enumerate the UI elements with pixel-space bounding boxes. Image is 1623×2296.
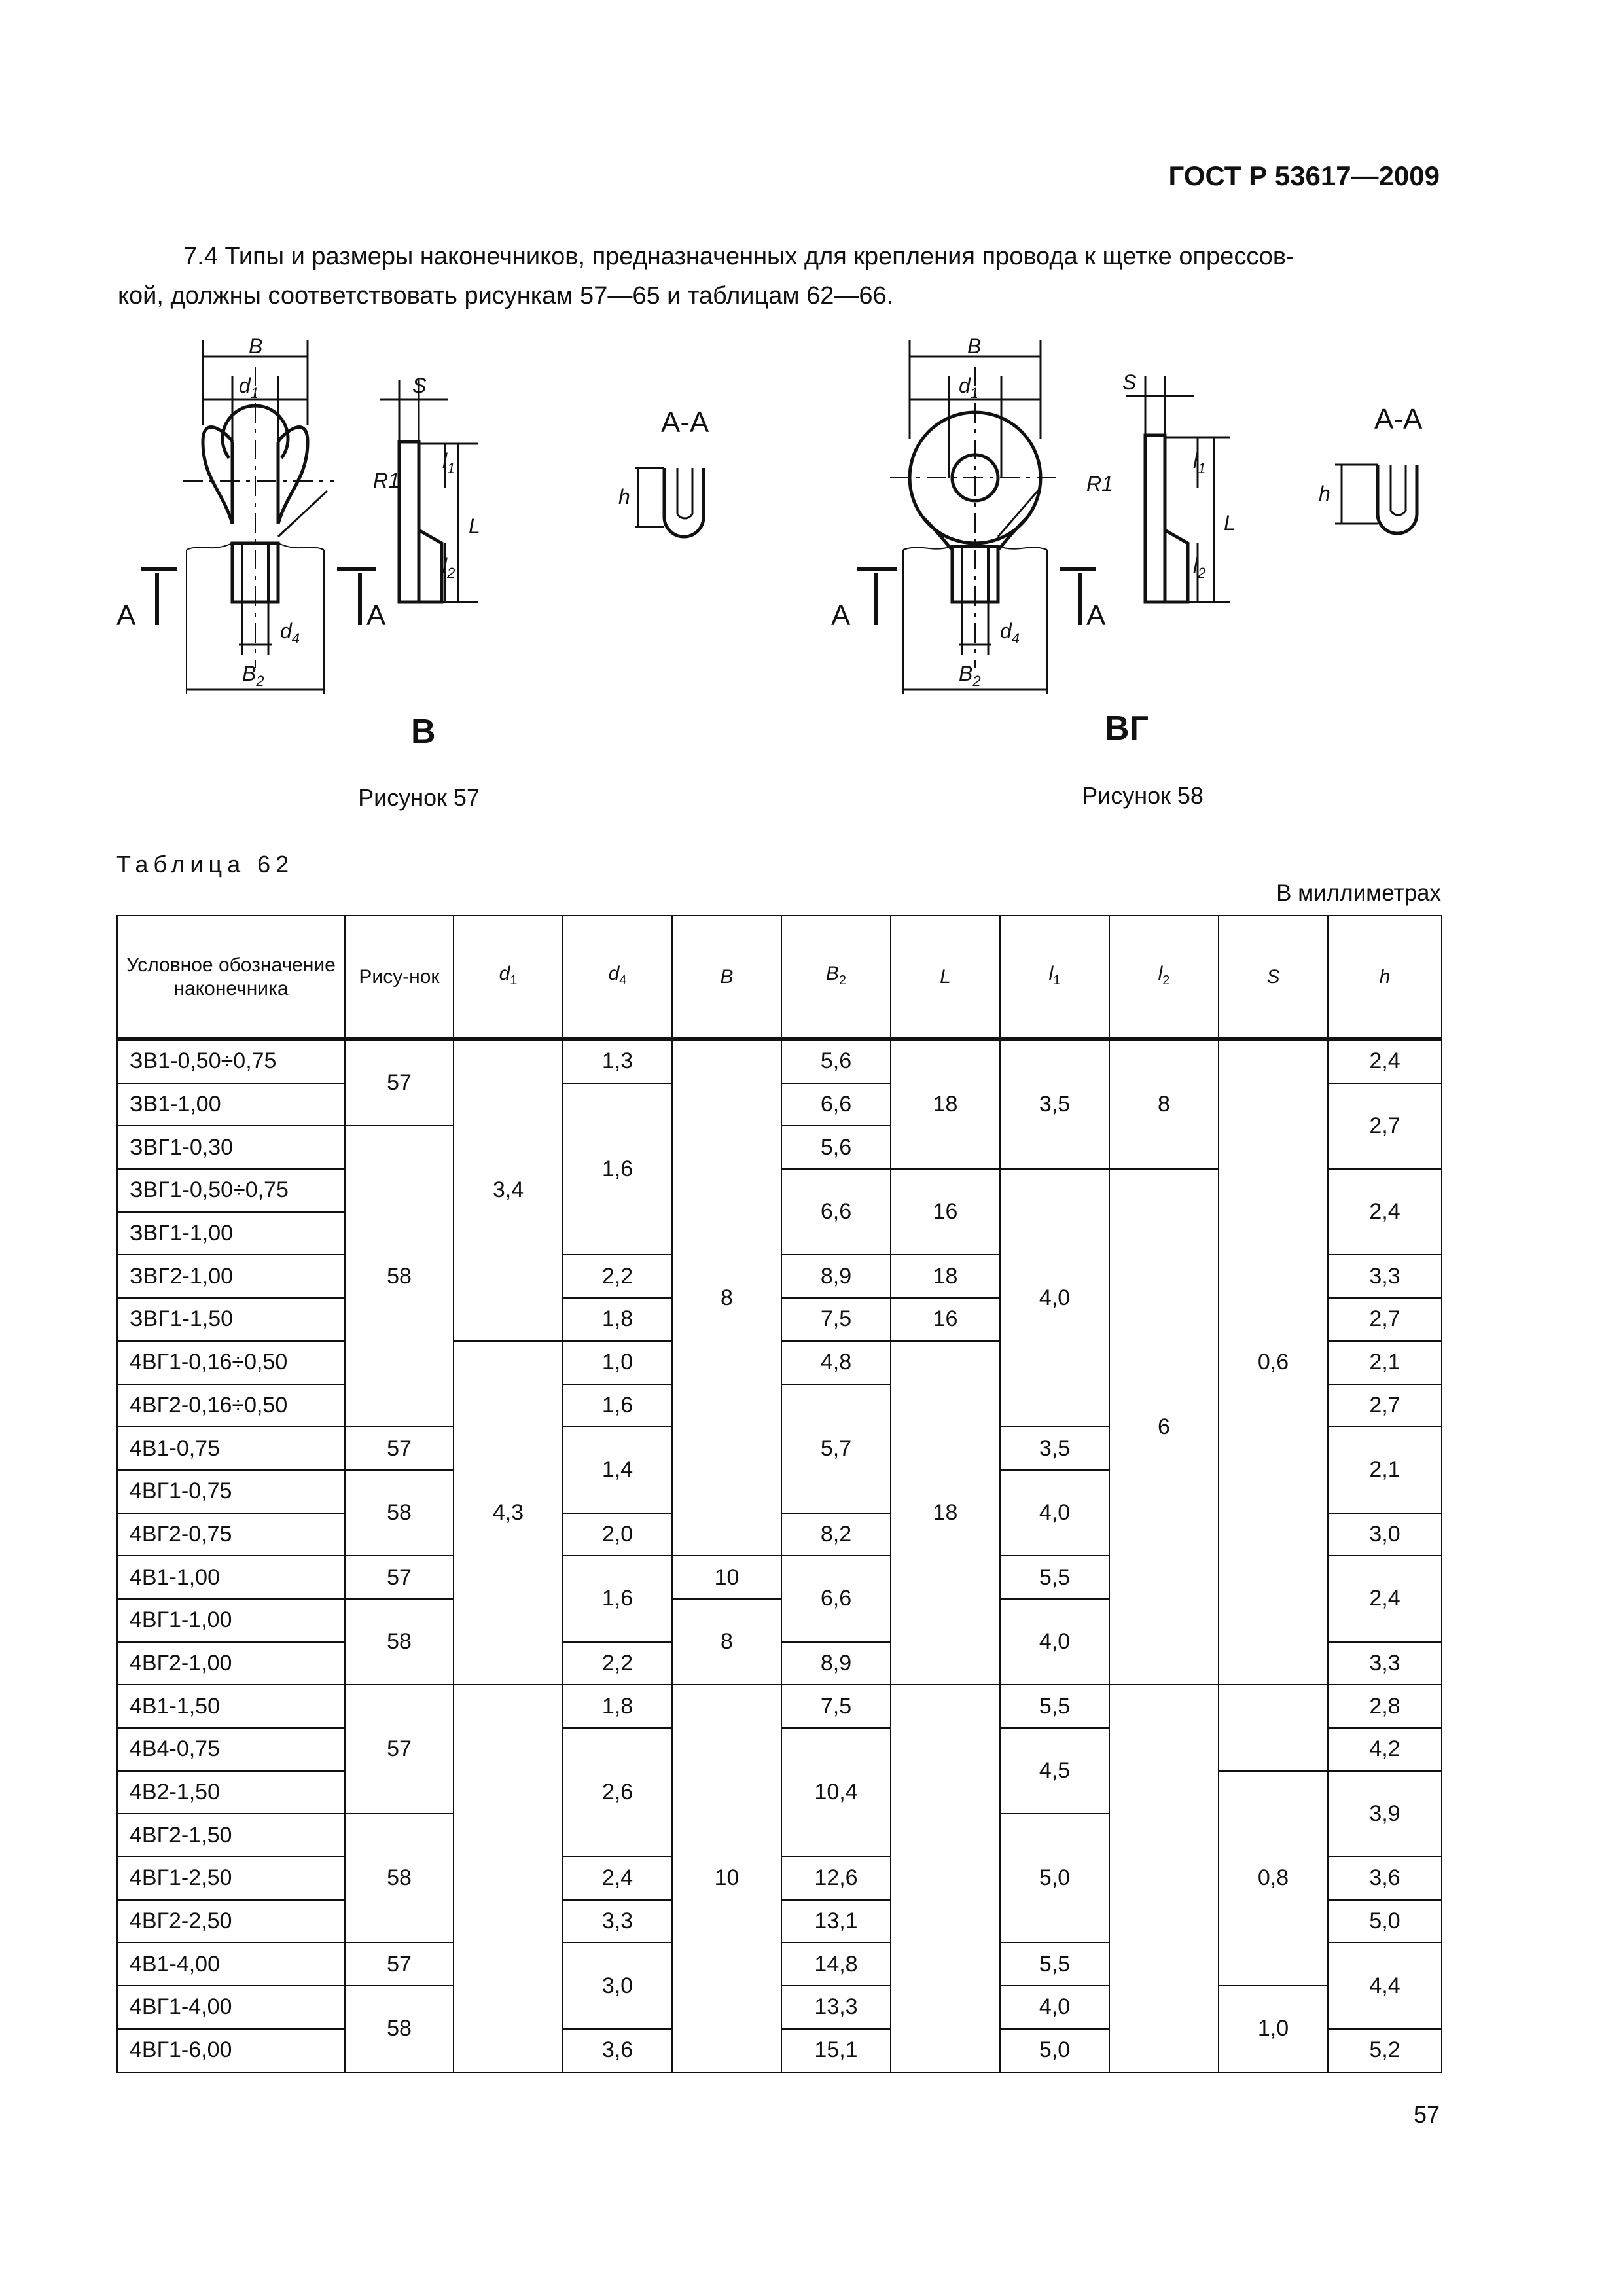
cell-code: ЗВГ1-1,50 — [117, 1298, 345, 1341]
label-h: h — [618, 485, 630, 509]
cell-d1: 4,3 — [454, 1341, 563, 1685]
figure-type-letter: В — [411, 713, 436, 751]
cell-l1: 5,5 — [1000, 1685, 1109, 1728]
cell-L: 16 — [891, 1298, 1000, 1341]
figure-58-caption: Рисунок 58 — [1082, 782, 1204, 809]
label-A-right: А — [1086, 600, 1106, 632]
cell-h: 2,4 — [1328, 1039, 1442, 1083]
header-d4: $d_4$ — [563, 916, 672, 1039]
cell-h: 3,6 — [1328, 1857, 1442, 1900]
cell-l2: 6 — [1109, 1169, 1219, 1685]
cell-l1: 4,0 — [1000, 1470, 1109, 1556]
label-d4: $d_4$ — [280, 619, 300, 647]
table-header-row — [117, 916, 1442, 1039]
cell-d4: 1,4 — [563, 1427, 672, 1513]
cell-L: 18 — [891, 1341, 1000, 1685]
cell-l1: 5,0 — [1000, 2029, 1109, 2072]
label-l2: $l_2$ — [1193, 554, 1206, 581]
label-B2: $B_2$ — [959, 662, 981, 689]
label-l1: $l_1$ — [442, 449, 455, 476]
cell-B2: 6,6 — [781, 1169, 891, 1255]
label-B: B — [967, 334, 982, 358]
cell-figure: 58 — [345, 1126, 454, 1427]
header-figure: Рису-нок — [345, 916, 454, 1039]
cell-d4: 2,0 — [563, 1513, 672, 1556]
cell-h: 3,9 — [1328, 1771, 1442, 1857]
figure-type-letter: ВГ — [1105, 709, 1149, 747]
cell-l1: 4,0 — [1000, 1986, 1109, 2029]
cell-h: 2,7 — [1328, 1298, 1442, 1341]
cell-S — [1219, 1685, 1328, 1770]
cell-d4: 3,0 — [563, 1943, 672, 2028]
cell-code: ЗВГ2-1,00 — [117, 1255, 345, 1298]
cell-figure: 58 — [345, 1470, 454, 1556]
cell-l2 — [1109, 1685, 1219, 2072]
cell-l1: 5,5 — [1000, 1943, 1109, 1986]
cell-l2: 8 — [1109, 1039, 1219, 1170]
cell-figure: 58 — [345, 1599, 454, 1685]
cell-code: 4В1-4,00 — [117, 1943, 345, 1986]
cell-L: 18 — [891, 1039, 1000, 1170]
cell-d4: 2,2 — [563, 1642, 672, 1685]
cell-B2: 7,5 — [781, 1298, 891, 1341]
cell-h: 4,2 — [1328, 1728, 1442, 1771]
cell-d4: 2,6 — [563, 1728, 672, 1857]
cell-l1: 4,0 — [1000, 1599, 1109, 1685]
cell-h: 2,7 — [1328, 1083, 1442, 1169]
cell-code: 4ВГ1-6,00 — [117, 2029, 345, 2072]
cell-h: 2,4 — [1328, 1169, 1442, 1255]
label-A-left: А — [831, 600, 851, 632]
figure-57-caption: Рисунок 57 — [358, 784, 480, 811]
cell-d4: 3,6 — [563, 2029, 672, 2072]
cell-d4: 1,8 — [563, 1685, 672, 1728]
intro-paragraph — [118, 237, 1440, 315]
cell-code: 4ВГ2-1,50 — [117, 1814, 345, 1857]
table-label: Таблица 62 — [116, 851, 294, 878]
cell-code: 4В2-1,50 — [117, 1771, 345, 1814]
label-l2: $l_2$ — [442, 554, 455, 581]
cell-figure: 58 — [345, 1814, 454, 1943]
header-l2: $l_2$ — [1109, 916, 1219, 1039]
document-code: ГОСТ Р 53617—2009 — [1168, 160, 1440, 191]
cell-B2: 8,2 — [781, 1513, 891, 1556]
cell-B: 10 — [672, 1556, 781, 1599]
cell-L: 16 — [891, 1169, 1000, 1255]
cell-d4: 3,3 — [563, 1900, 672, 1943]
cell-h: 3,0 — [1328, 1513, 1442, 1556]
cell-l1: 5,0 — [1000, 1814, 1109, 1943]
cell-h: 3,3 — [1328, 1642, 1442, 1685]
cell-code: ЗВГ1-0,50÷0,75 — [117, 1169, 345, 1212]
header-B: B — [672, 916, 781, 1039]
cell-B2: 14,8 — [781, 1943, 891, 1986]
cell-B2: 15,1 — [781, 2029, 891, 2072]
label-R1: R1 — [1086, 472, 1113, 495]
cell-h: 4,4 — [1328, 1943, 1442, 2028]
cell-B2: 13,1 — [781, 1900, 891, 1943]
cell-B2: 8,9 — [781, 1255, 891, 1298]
cell-B: 10 — [672, 1685, 781, 2072]
cell-code: 4ВГ1-4,00 — [117, 1986, 345, 2029]
cell-B2: 6,6 — [781, 1083, 891, 1126]
label-S: S — [412, 374, 427, 397]
cell-code: ЗВ1-0,50÷0,75 — [117, 1039, 345, 1083]
cell-l1: 5,5 — [1000, 1556, 1109, 1599]
label-B: B — [249, 334, 263, 358]
cell-S: 0,8 — [1219, 1771, 1328, 1986]
cell-B: 8 — [672, 1599, 781, 1685]
header-l1: $l_1$ — [1000, 916, 1109, 1039]
header-B2: $B_2$ — [781, 916, 891, 1039]
label-d1: $d_1$ — [959, 374, 979, 401]
cell-code: 4ВГ1-2,50 — [117, 1857, 345, 1900]
intro-line-1: 7.4 Типы и размеры наконечников, предназначенных для крепления провода к щетке опрессов- — [183, 243, 1294, 270]
cell-code: ЗВ1-1,00 — [117, 1083, 345, 1126]
cell-figure: 57 — [345, 1039, 454, 1126]
cell-B2: 13,3 — [781, 1986, 891, 2029]
cell-figure: 57 — [345, 1556, 454, 1599]
label-d4: $d_4$ — [1000, 619, 1020, 647]
cell-h: 3,3 — [1328, 1255, 1442, 1298]
label-A-right: А — [366, 600, 386, 632]
cell-code: 4ВГ1-0,16÷0,50 — [117, 1341, 345, 1384]
cell-L — [891, 1685, 1000, 2072]
cell-code: 4ВГ2-0,16÷0,50 — [117, 1384, 345, 1427]
label-A-left: А — [116, 600, 136, 632]
cell-h: 5,0 — [1328, 1900, 1442, 1943]
cell-code: 4В1-1,50 — [117, 1685, 345, 1728]
cell-B: 8 — [672, 1039, 781, 1556]
cell-code: 4ВГ1-0,75 — [117, 1470, 345, 1513]
table-unit: В миллиметрах — [1276, 880, 1441, 906]
figure-57-drawing — [105, 327, 759, 772]
cell-d4: 1,6 — [563, 1556, 672, 1641]
cell-B2: 4,8 — [781, 1341, 891, 1384]
cell-h: 5,2 — [1328, 2029, 1442, 2072]
cell-S: 0,6 — [1219, 1039, 1328, 1685]
label-L: L — [1224, 511, 1236, 535]
cell-l1: 4,0 — [1000, 1169, 1109, 1427]
table-row — [117, 1685, 1442, 1728]
header-h: h — [1328, 916, 1442, 1039]
label-R1: R1 — [373, 469, 400, 492]
header-designation: Условное обозначение наконечника — [117, 916, 345, 1039]
intro-line-2: кой, должны соответствовать рисункам 57—65 и таблицам 62—66. — [118, 282, 894, 310]
dimensions-table — [116, 915, 1442, 2073]
cell-L: 18 — [891, 1255, 1000, 1298]
cell-B2: 6,6 — [781, 1556, 891, 1641]
cell-l1: 3,5 — [1000, 1427, 1109, 1470]
cell-d1: 3,4 — [454, 1039, 563, 1341]
label-S: S — [1122, 370, 1137, 394]
cell-code: ЗВГ1-1,00 — [117, 1212, 345, 1255]
cell-d4: 1,3 — [563, 1039, 672, 1083]
label-L: L — [469, 514, 480, 538]
section-label: А-А — [661, 406, 709, 439]
label-h: h — [1319, 482, 1330, 505]
cell-figure: 58 — [345, 1986, 454, 2072]
cell-code: 4ВГ1-1,00 — [117, 1599, 345, 1642]
header-S: S — [1219, 916, 1328, 1039]
cell-code: 4ВГ2-0,75 — [117, 1513, 345, 1556]
cell-h: 2,1 — [1328, 1427, 1442, 1513]
cell-h: 2,7 — [1328, 1384, 1442, 1427]
cell-d4: 2,4 — [563, 1857, 672, 1900]
cell-B2: 5,6 — [781, 1039, 891, 1083]
cell-d4: 2,2 — [563, 1255, 672, 1298]
table-row — [117, 1039, 1442, 1083]
cell-d4: 1,0 — [563, 1341, 672, 1384]
cell-code: 4ВГ2-2,50 — [117, 1900, 345, 1943]
header-L: L — [891, 916, 1000, 1039]
cell-h: 2,4 — [1328, 1556, 1442, 1641]
cell-d1 — [454, 1685, 563, 2072]
cell-B2: 5,7 — [781, 1384, 891, 1513]
cell-l1: 3,5 — [1000, 1039, 1109, 1170]
cell-l1: 4,5 — [1000, 1728, 1109, 1814]
cell-h: 2,1 — [1328, 1341, 1442, 1384]
cell-B2: 7,5 — [781, 1685, 891, 1728]
cell-figure: 57 — [345, 1685, 454, 1814]
header-d1: $d_1$ — [454, 916, 563, 1039]
cell-B2: 10,4 — [781, 1728, 891, 1857]
cell-B2: 5,6 — [781, 1126, 891, 1169]
cell-figure: 57 — [345, 1943, 454, 1986]
cell-S: 1,0 — [1219, 1986, 1328, 2072]
cell-h: 2,8 — [1328, 1685, 1442, 1728]
cell-code: 4В4-0,75 — [117, 1728, 345, 1771]
cell-d4: 1,8 — [563, 1298, 672, 1341]
cell-figure: 57 — [345, 1427, 454, 1470]
cell-B2: 12,6 — [781, 1857, 891, 1900]
label-B2: $B_2$ — [242, 662, 264, 689]
label-d1: $d_1$ — [239, 374, 259, 401]
section-label: А-А — [1374, 403, 1423, 435]
figure-58-drawing — [825, 327, 1453, 772]
cell-B2: 8,9 — [781, 1642, 891, 1685]
cell-d4: 1,6 — [563, 1384, 672, 1427]
cell-code: 4ВГ2-1,00 — [117, 1642, 345, 1685]
page-number: 57 — [1413, 2101, 1440, 2128]
label-l1: $l_1$ — [1193, 449, 1206, 476]
cell-code: 4В1-0,75 — [117, 1427, 345, 1470]
cell-code: ЗВГ1-0,30 — [117, 1126, 345, 1169]
cell-code: 4В1-1,00 — [117, 1556, 345, 1599]
cell-d4: 1,6 — [563, 1083, 672, 1255]
